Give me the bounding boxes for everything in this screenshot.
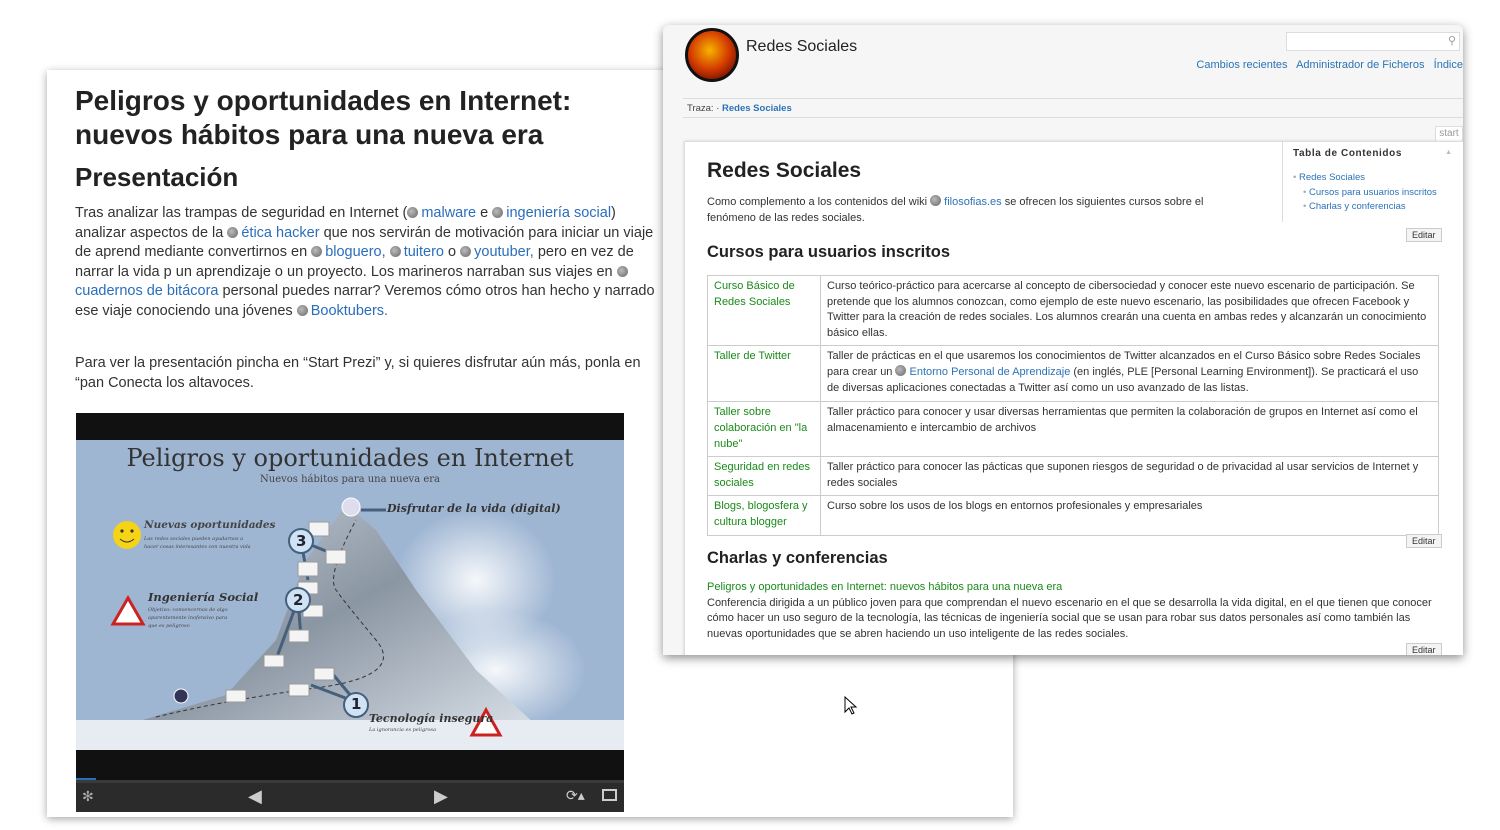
globe-icon	[311, 246, 322, 257]
intro-paragraph: Tras analizar las trampas de seguridad en Internet ( malware e ingeniería social) analizar aspectos de la ética hacker que nos servirán de motivación para iniciar un viaje de aprend mediante convertirnos en bloguero, tuitero o youtuber, pero en vez de narrar la vida p un aprendizaje o un proyecto. Los marineros narraban sus viajes en cuadernos de bitácora personal puedes narrar? Veremos cómo otros han hecho y narrado ese viaje conociendo una jóvenes Booktubers.	[75, 205, 655, 319]
link-ple[interactable]: Entorno Personal de Aprendizaje	[895, 366, 1070, 378]
globe-icon	[407, 207, 418, 218]
node-3[interactable]: 3	[296, 532, 307, 550]
instructions-paragraph: Para ver la presentación pincha en “Start Prezi” y, si quieres disfrutar aún más, ponla en “pan Conecta los altavoces.	[75, 355, 641, 391]
course-description: Curso sobre los usos de los blogs en entornos profesionales y empresariales	[821, 496, 1439, 536]
link-youtuber[interactable]: youtuber,	[460, 244, 534, 260]
table-row	[708, 457, 1439, 496]
course-description: Taller de prácticas en el que usaremos los conocimientos de Twitter alcanzados en el Curso Básico sobre Redes Sociales para crear un Entorno Personal de Aprendizaje (en inglés, PLE [Personal Learning Environment]). Se practicará el uso de diversas aplicaciones conectadas a Twitter así como un uso avanzado de las listas.	[821, 346, 1439, 402]
section-heading: Cursos para usuarios inscritos	[707, 243, 950, 261]
toc-item[interactable]: Cursos para usuarios inscritos	[1308, 186, 1437, 198]
globe-icon	[297, 305, 308, 316]
course-link[interactable]: Curso Básico de Redes Sociales	[714, 280, 795, 308]
globe-icon	[895, 365, 906, 376]
article-title: Peligros y oportunidades en Internet: nuevos hábitos para una nueva era	[75, 85, 572, 150]
table-row	[708, 496, 1439, 536]
divider	[683, 98, 1463, 99]
charla-link[interactable]: Peligros y oportunidades en Internet: nuevos hábitos para una nueva era	[707, 581, 1063, 593]
intro-text: Como complemento a los contenidos del wiki filosofias.es se ofrecen los siguientes cursos sobre el fenómeno de las redes sociales.	[707, 196, 1204, 224]
courses-table	[707, 275, 1439, 536]
globe-icon	[390, 246, 401, 257]
divider	[683, 117, 1463, 118]
warning-icon	[113, 598, 143, 624]
link-ingenieria-social[interactable]: ingeniería social	[492, 205, 611, 221]
table-row	[708, 276, 1439, 346]
course-description: Curso teórico-práctico para acercarse al concepto de cibersociedad y conocer este nuevo escenario de participación. Se pretende que los alumnos conozcan, como ejemplo de este nuevo escenario, las posibilidades que ofrecen Facebook y Twitter para la creación de redes sociales. Los alumnos crearán una cuenta en ambas redes y alcanzarán un conocimiento básico ellas.	[821, 276, 1439, 346]
top-nav	[1196, 59, 1463, 71]
node-2[interactable]: 2	[293, 591, 304, 609]
section-heading: Charlas y conferencias	[707, 549, 888, 567]
prezi-slide[interactable]	[76, 440, 624, 750]
globe-icon	[460, 246, 471, 257]
prezi-embed[interactable]	[76, 413, 624, 812]
summit-label: Disfrutar de la vida (digital)	[387, 502, 561, 515]
section-heading: Presentación	[75, 162, 239, 192]
nav-administrador-ficheros[interactable]: Administrador de Ficheros	[1296, 59, 1425, 71]
globe-icon	[930, 195, 941, 206]
table-row	[708, 402, 1439, 457]
course-link[interactable]: Blogs, blogosfera y cultura blogger	[714, 500, 808, 528]
wiki-window	[663, 25, 1463, 655]
course-description: Taller práctico para conocer las pácticas que suponen riesgos de seguridad o de privacidad al usar servicios de Internet y redes sociales	[821, 457, 1439, 496]
node3-text: Las redes sociales pueden ayudarnos a hacer cosas interesantes con nuestra vida	[144, 536, 251, 550]
slide-title: Peligros y oportunidades en Internet	[126, 444, 574, 472]
toc-title: Tabla de Contenidos	[1293, 148, 1402, 159]
player-controls	[76, 780, 624, 812]
site-title[interactable]: Redes Sociales	[746, 38, 858, 55]
nav-cambios-recientes[interactable]: Cambios recientes	[1196, 59, 1288, 71]
charla-entry: Peligros y oportunidades en Internet: nuevos hábitos para una nueva era Conferencia dirigida a un público joven para que comprendan el nuevo escenario en el que se desarrolla la vida digital, en el que tienen que conocer cómo hacer un uso seguro de la tecnología, las técnicas de ingeniería social que se usan para robar sus datos personales así como también las nuevas oportunidades que se abren haciendo un uso inteligente de las redes sociales.	[707, 581, 1432, 640]
breadcrumb-item[interactable]: Redes Sociales	[722, 103, 792, 114]
smiley-icon	[113, 521, 141, 549]
node3-title: Nuevas oportunidades	[144, 519, 276, 531]
link-etica-hacker[interactable]: ética hacker	[227, 225, 319, 241]
edit-button[interactable]: Editar	[1406, 228, 1442, 242]
course-description: Taller práctico para conocer y usar diversas herramientas que permiten la colaboración de grupos en Internet así como el almacenamiento e intercambio de archivos	[821, 402, 1439, 457]
edit-button[interactable]: Editar	[1406, 534, 1442, 548]
globe-icon	[617, 266, 628, 277]
loading-icon: ✻	[82, 788, 94, 804]
nav-indice[interactable]: Índice	[1433, 59, 1463, 71]
tab-start[interactable]: start	[1435, 126, 1463, 142]
wiki-content	[684, 141, 1463, 655]
edit-button[interactable]: Editar	[1406, 643, 1442, 655]
search-input[interactable]	[1286, 32, 1460, 51]
link-cuadernos-bitacora[interactable]: cuadernos de bitácora	[75, 264, 631, 300]
link-booktubers[interactable]: Booktubers.	[297, 303, 388, 319]
search-icon[interactable]: ⚲	[1447, 35, 1456, 47]
globe-icon	[227, 227, 238, 238]
mouse-cursor-icon	[844, 696, 858, 716]
globe-icon	[492, 207, 503, 218]
autoplay-icon[interactable]: ⟳▴	[566, 787, 585, 803]
site-logo[interactable]	[685, 28, 739, 82]
node1-text: La ignorancia es peligrosa	[369, 727, 437, 733]
link-filosofias[interactable]: filosofias.es	[930, 196, 1001, 208]
node2-title: Ingeniería Social	[148, 590, 259, 604]
course-link[interactable]: Seguridad en redes sociales	[714, 461, 811, 489]
page-heading: Redes Sociales	[707, 159, 862, 182]
course-link[interactable]: Taller de Twitter	[714, 350, 791, 363]
slide-subtitle: Nuevos hábitos para una nueva era	[260, 474, 440, 485]
table-of-contents: Tabla de Contenidos ▲ • Redes Sociales • Cursos para usuarios inscritos • Charlas y conferencias	[1282, 142, 1463, 222]
course-link[interactable]: Taller sobre colaboración en "la nube"	[714, 406, 808, 450]
link-bloguero[interactable]: bloguero,	[311, 244, 385, 260]
toc-toggle-icon[interactable]: ▲	[1445, 149, 1452, 156]
prev-arrow-icon[interactable]: ◀	[248, 786, 262, 806]
node2-text: Objetivo: convencernos de algo aparentemente inofensivo para que es peligroso	[148, 607, 228, 629]
next-arrow-icon[interactable]: ▶	[434, 786, 448, 806]
toc-item[interactable]: Redes Sociales	[1298, 172, 1365, 183]
node1-title: Tecnología insegura	[369, 712, 494, 725]
fullscreen-icon[interactable]	[602, 789, 617, 801]
node-1[interactable]: 1	[351, 695, 362, 713]
link-tuitero[interactable]: tuitero	[390, 244, 444, 260]
table-row	[708, 346, 1439, 402]
breadcrumb: Traza: · Redes Sociales	[687, 103, 792, 114]
toc-item[interactable]: Charlas y conferencias	[1308, 201, 1406, 212]
link-malware[interactable]: malware	[407, 205, 476, 221]
